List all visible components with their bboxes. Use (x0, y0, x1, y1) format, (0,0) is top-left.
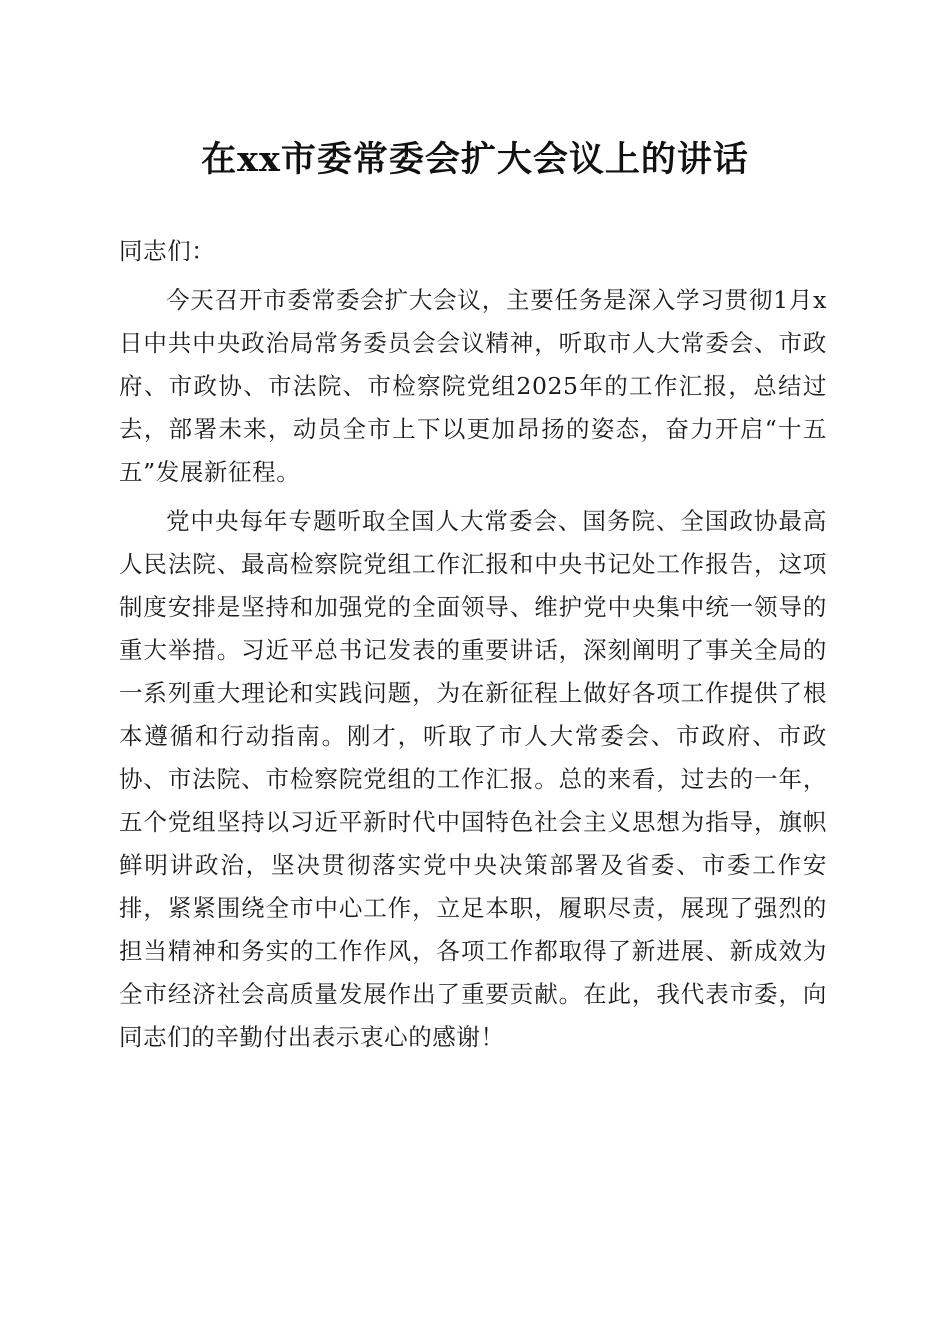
paragraph-main: 党中央每年专题听取全国人大常委会、国务院、全国政协最高人民法院、最高检察院党组工作汇报和中央书记处工作报告，这项制度安排是坚持和加强党的全面领导、维护党中央集中统一领导的重大举措。习近平总书记发表的重要讲话，深刻阐明了事关全局的一系列重大理论和实践问题，为在新征程上做好各项工作提供了根本遵循和行动指南。刚才，听取了市人大常委会、市政府、市政协、市法院、市检察院党组的工作汇报。总的来看，过去的一年，五个党组坚持以习近平新时代中国特色社会主义思想为指导，旗帜鲜明讲政治，坚决贯彻落实党中央决策部署及省委、市委工作安排，紧紧围绕全市中心工作，立足本职，履职尽责，展现了强烈的担当精神和务实的工作作风，各项工作都取得了新进展、新成效为全市经济社会高质量发展作出了重要贡献。在此，我代表市委，向同志们的辛勤付出表示衷心的感谢！ (119, 507, 827, 1051)
document-title: 在xx市委常委会扩大会议上的讲话 (201, 139, 749, 180)
salutation: 同志们： (119, 237, 216, 265)
document-body (119, 230, 827, 1065)
paragraph-opening: 今天召开市委常委会扩大会议，主要任务是深入学习贯彻1月x日中共中央政治局常务委员会会议精神，听取市人大常委会、市政府、市政协、市法院、市检察院党组2025年的工作汇报，总结过去，部署未来，动员全市上下以更加昂扬的姿态，奋力开启“十五五”发展新征程。 (119, 286, 827, 486)
